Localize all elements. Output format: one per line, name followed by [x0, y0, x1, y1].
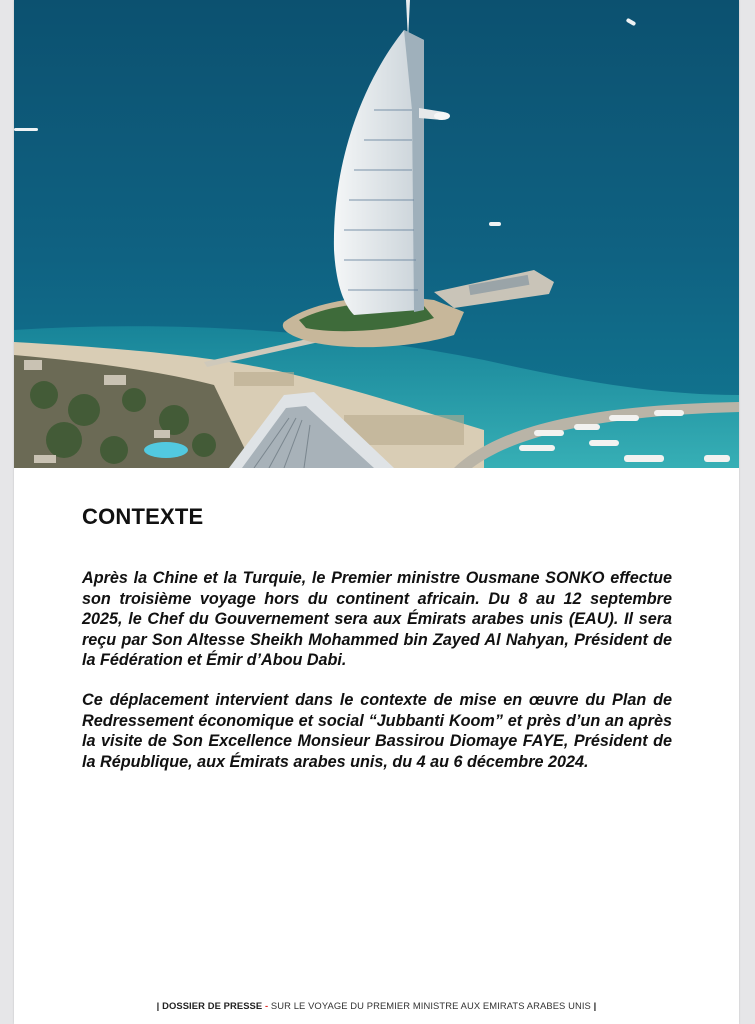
- footer-separator: -: [262, 1000, 271, 1011]
- context-paragraph-1: Après la Chine et la Turquie, le Premier ministre Ousmane SONKO effectue son troisième voyage hors du continent africain. Du 8 au 12 septembre 2025, le Chef du Gouvernement sera aux Émirats arabes unis (EAU). Il sera reçu par Son Altesse Sheikh Mohammed bin Zayed Al Nahyan, Président de la Fédération et Émir d’Abou Dabi.: [82, 569, 672, 669]
- hero-photo: [14, 0, 739, 468]
- section-heading: CONTEXTE: [82, 504, 204, 529]
- press-kit-footer: [14, 1000, 739, 1011]
- footer-text: SUR LE VOYAGE DU PREMIER MINISTRE AUX EMIRATS ARABES UNIS: [270, 1000, 591, 1011]
- footer-bar-right: |: [593, 1000, 597, 1011]
- footer-bar-left: |: [156, 1000, 160, 1011]
- footer-label: DOSSIER DE PRESSE: [162, 1000, 263, 1011]
- context-paragraph-2: Ce déplacement intervient dans le contexte de mise en œuvre du Plan de Redressement économique et social “Jubbanti Koom” et près d’un an après la visite de Son Excellence Monsieur Bassirou Diomaye FAYE, Président de la République, aux Émirats arabes unis, du 4 au 6 décembre 2024.: [82, 691, 672, 771]
- document-page: [14, 0, 739, 1024]
